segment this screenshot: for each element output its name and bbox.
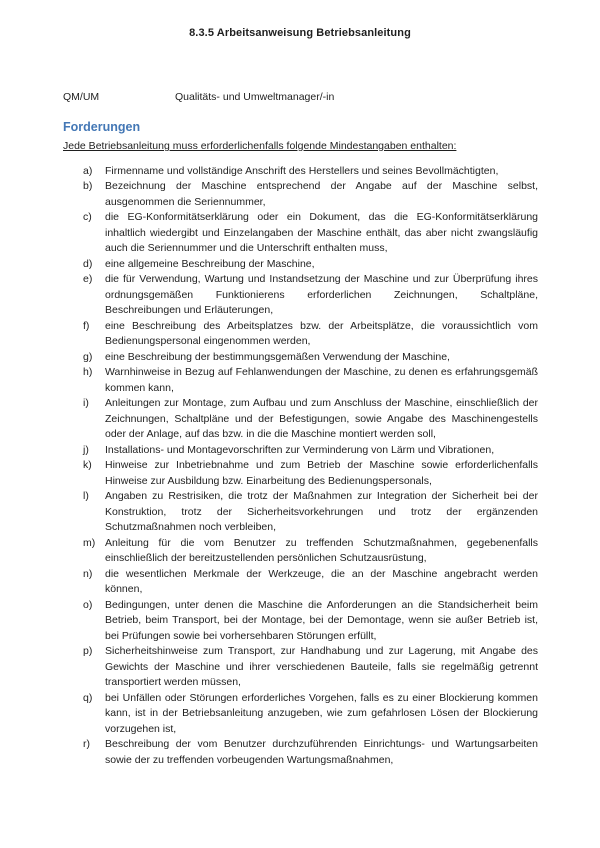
list-text: die wesentlichen Merkmale der Werkzeuge, die an der Maschine angebracht werden können, [105,567,538,595]
list-text: Angaben zu Restrisiken, die trotz der Maßnahmen zur Integration der Sicherheit bei der Konstruktion, trotz der Sicherheitsvorkehrungen und trotz der ergänzenden Schutzmaßnahmen noch verbleiben, [105,490,538,533]
list-item [83,737,538,768]
list-text: Beschreibung der vom Benutzer durchzuführenden Einrichtungs- und Wartungsarbeiten sowie der zu treffenden vorbeugenden Wartungsmaßnahmen, [105,738,538,766]
section-heading: Forderungen [63,120,141,134]
list-item [83,365,538,396]
list-item [83,536,538,567]
list-item [83,210,538,257]
role-row [63,90,538,105]
intro-sentence: Jede Betriebsanleitung muss erforderlichenfalls folgende Mindestangaben enthalten: [63,140,457,152]
list-marker: i) [83,397,89,409]
list-item [83,458,538,489]
list-item [83,396,538,443]
list-item [83,319,538,350]
role-abbreviation: QM/UM [63,91,100,103]
list-item [83,272,538,319]
list-item [83,691,538,738]
list-marker: l) [83,490,89,502]
list-item [83,644,538,691]
list-marker: j) [83,443,89,456]
list-item [83,350,538,366]
list-text: Installations- und Montagevorschriften zur Verminderung von Lärm und Vibrationen, [105,443,495,456]
list-marker: b) [83,180,93,192]
list-marker: k) [83,459,92,471]
list-item [83,164,538,180]
list-marker: c) [83,211,92,223]
list-marker: h) [83,366,93,378]
list-text: Anleitungen zur Montage, zum Aufbau und zum Anschluss der Maschine, einschließlich der Zeichnungen, Schaltpläne und der Befestigungen, sowie Angabe des Maschinengestells oder der Anlage, auf das bzw. in die die Maschine montiert werden soll, [105,397,538,440]
list-marker: o) [83,598,93,611]
list-marker: m) [83,536,96,549]
list-marker: f) [83,319,90,332]
list-text: Warnhinweise in Bezug auf Fehlanwendungen der Maschine, zu denen es erfahrungsgemäß kommen kann, [105,366,538,394]
list-text: die für Verwendung, Wartung und Instandsetzung der Maschine und zur Überprüfung ihres ordnungsgemäßen Funktionierens erforderlichen Zeichnungen, Schaltpläne, Beschreibungen und Erläuterungen, [105,273,538,316]
list-text: Sicherheitshinweise zum Transport, zur Handhabung und zur Lagerung, mit Angabe des Gewichts der Maschine und ihrer verschiedenen Bauteile, falls sie regelmäßig getrennt transportiert werden müssen, [105,645,538,688]
list-text: eine Beschreibung des Arbeitsplatzes bzw. der Arbeitsplätze, die voraussichtlich vom Bedienungspersonal eingenommen werden, [105,319,538,347]
list-text: Hinweise zur Inbetriebnahme und zum Betrieb der Maschine sowie erforderlichenfalls Hinweise zur Ausbildung bzw. Einarbeitung des Bedienungspersonals, [105,459,538,487]
list-text: Anleitung für die vom Benutzer zu treffenden Schutzmaßnahmen, gegebenenfalls einschließlich der bereitzustellenden persönlichen Schutzausrüstung, [105,536,538,564]
list-item [83,598,538,645]
list-marker: e) [83,273,93,285]
list-marker: d) [83,257,93,270]
list-item [83,257,538,273]
document-title: 8.3.5 Arbeitsanweisung Betriebsanleitung [189,27,411,39]
list-marker: g) [83,350,93,363]
list-text: eine Beschreibung der bestimmungsgemäßen Verwendung der Maschine, [105,350,450,363]
list-text: eine allgemeine Beschreibung der Maschine, [105,257,315,270]
list-item [83,567,538,598]
requirements-list [83,164,538,769]
list-item [83,179,538,210]
list-text: bei Unfällen oder Störungen erforderliches Vorgehen, falls es zu einer Blockierung kommen kann, ist in der Betriebsanleitung anzugeben, wie zum gefahrlosen Lösen der Blockierung vorzugehen ist, [105,691,538,735]
list-marker: a) [83,164,93,177]
list-text: Firmenname und vollständige Anschrift des Herstellers und seines Bevollmächtigten, [105,164,499,177]
role-name: Qualitäts- und Umweltmanager/-in [175,91,335,103]
list-text: die EG-Konformitätserklärung oder ein Dokument, das die EG-Konformitätserklärung inhaltlich wiedergibt und Einzelangaben der Maschine enthält, das aber nicht zwangsläufig auch die Seriennummer und die Unterschrift enthalten muss, [105,211,538,254]
list-item [83,443,538,459]
list-marker: q) [83,691,93,704]
list-item [83,489,538,536]
list-marker: n) [83,567,93,580]
list-text: Bedingungen, unter denen die Maschine die Anforderungen an die Standsicherheit beim Betrieb, beim Transport, bei der Montage, bei der Demontage, wenn sie außer Betrieb ist, bei Prüfungen sowie bei vorhersehbaren Störungen erfüllt, [105,598,538,642]
list-text: Bezeichnung der Maschine entsprechend der Angabe auf der Maschine selbst, ausgenommen die Seriennummer, [105,180,538,208]
list-marker: r) [83,738,90,750]
list-marker: p) [83,645,93,657]
